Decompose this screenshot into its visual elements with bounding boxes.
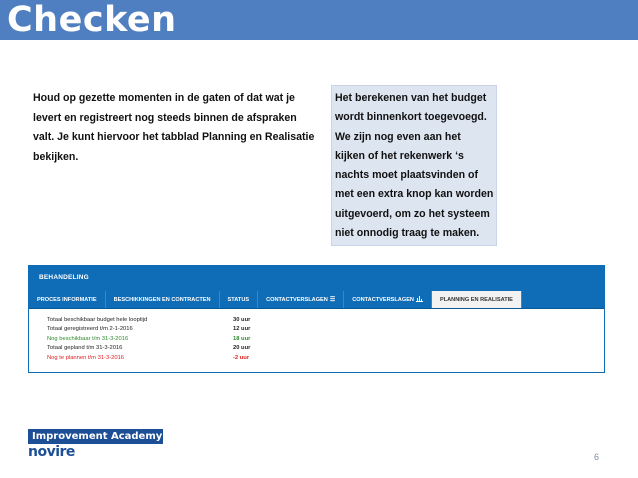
stat-row — [47, 335, 250, 344]
tab-contactverslagen-list[interactable] — [258, 291, 344, 308]
stat-value: -2 uur — [233, 354, 250, 361]
tab-status[interactable] — [220, 291, 259, 308]
body-line: levert en registreert nog steeds binnen de afspraken — [33, 111, 297, 124]
tab-label: STATUS — [227, 296, 250, 303]
brand-logo — [28, 444, 75, 460]
note-line: nachts moet plaatsvinden of — [335, 169, 479, 182]
stat-label: Totaal geregistreerd t/m 2-1-2016 — [47, 326, 133, 333]
budget-summary — [47, 316, 250, 363]
stat-row — [47, 325, 250, 334]
slide-title-bar — [0, 0, 638, 40]
tab-label: CONTACTVERSLAGEN — [266, 296, 328, 303]
tab-proces-informatie[interactable] — [29, 291, 106, 308]
stat-label: Nog beschikbaar t/m 31-3-2016 — [47, 335, 129, 342]
note-line: wordt binnenkort toegevoegd. — [335, 111, 487, 124]
stat-label: Totaal gepland t/m 31-3-2016 — [47, 345, 123, 352]
note-line: uitgevoerd, om zo het systeem — [335, 207, 490, 220]
app-header — [29, 266, 604, 291]
slide-title: Checken — [7, 0, 177, 40]
page-number: 6 — [594, 452, 600, 462]
stat-row — [47, 316, 250, 325]
stat-value: 18 uur — [233, 335, 251, 342]
brand-bar-text: Improvement Academy — [32, 431, 163, 442]
stat-value: 12 uur — [233, 326, 251, 333]
tab-label: PROCES INFORMATIE — [37, 296, 97, 303]
body-line: bekijken. — [33, 150, 79, 163]
tab-contactverslagen-chart[interactable] — [344, 291, 432, 308]
note-line: Het berekenen van het budget — [335, 92, 487, 104]
stat-label: Nog te plannen t/m 31-3-2016 — [47, 354, 125, 361]
brand-logo-text: novire — [28, 444, 75, 460]
stat-value: 20 uur — [233, 345, 251, 352]
app-screenshot — [28, 265, 605, 373]
stat-row — [47, 354, 250, 363]
tab-planning-en-realisatie[interactable] — [432, 291, 522, 308]
note-text — [335, 89, 495, 243]
bar-chart-icon — [416, 296, 423, 304]
tab-bar — [29, 291, 604, 309]
note-line: met een extra knop kan worden — [335, 188, 494, 201]
tab-label: CONTACTVERSLAGEN — [352, 296, 414, 303]
note-line: We zijn nog even aan het — [335, 130, 461, 143]
stat-label: Totaal beschikbaar budget hele looptijd — [47, 317, 148, 323]
note-line: kijken of het rekenwerk ‘s — [335, 149, 464, 162]
brand-bar — [28, 429, 163, 444]
stat-value: 30 uur — [233, 317, 251, 323]
tab-label: BESCHIKKINGEN EN CONTRACTEN — [113, 296, 211, 303]
stat-row — [47, 344, 250, 353]
tab-label: PLANNING EN REALISATIE — [439, 296, 513, 303]
body-line: valt. Je kunt hiervoor het tabblad Planning en Realisatie — [33, 131, 315, 143]
section-title: BEHANDELING — [39, 274, 89, 281]
body-text — [33, 89, 323, 167]
list-icon: ☰ — [329, 297, 336, 303]
tab-beschikkingen-en-contracten[interactable] — [106, 291, 220, 308]
note-line: niet onnodig traag te maken. — [335, 227, 480, 240]
body-line: Houd op gezette momenten in de gaten of dat wat je — [33, 92, 295, 104]
